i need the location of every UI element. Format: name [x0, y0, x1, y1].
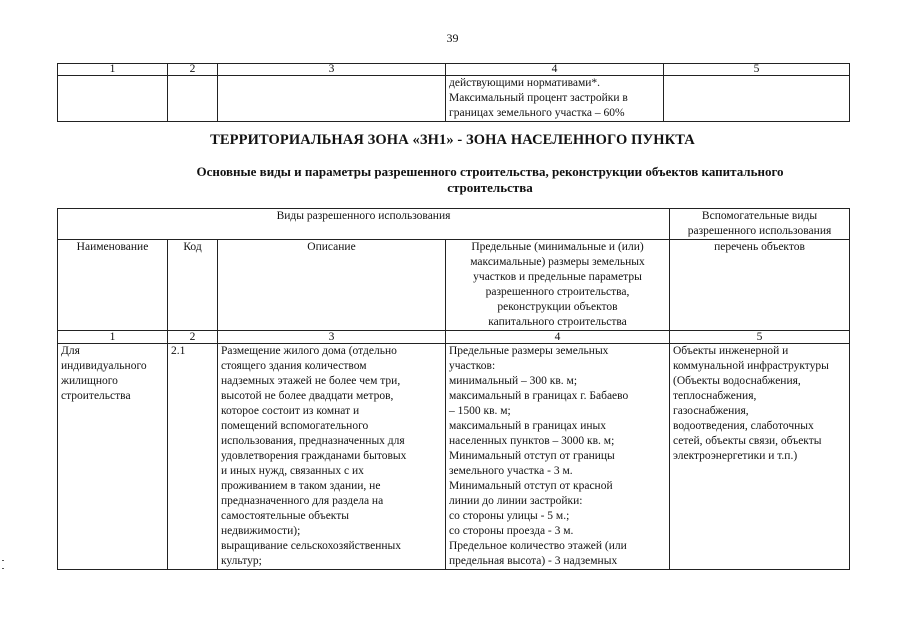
- text-line: жилищного: [61, 375, 118, 387]
- header-objects: перечень объектов: [670, 240, 850, 331]
- text-line: границах земельного участка – 60%: [449, 107, 625, 119]
- cell-code: [168, 76, 218, 122]
- header-line: максимальные) размеры земельных: [470, 256, 645, 268]
- text-line: культур;: [221, 555, 262, 567]
- group-header-permitted-uses: Виды разрешенного использования: [58, 209, 670, 240]
- group-header-row: [58, 209, 850, 240]
- text-line: и иных нужд, связанных с их: [221, 465, 364, 477]
- header-name: Наименование: [58, 240, 168, 331]
- text-line: проживанием в таком здании, не: [221, 480, 381, 492]
- text-line: действующими нормативами*.: [449, 77, 601, 89]
- header-line: разрешенного строительства,: [485, 286, 630, 298]
- page-number: 39: [446, 31, 459, 45]
- zone-parameters-table: [57, 208, 850, 570]
- cell-description: [218, 344, 446, 570]
- header-line: капитального строительства: [488, 316, 627, 328]
- header-line: разрешенного использования: [687, 225, 832, 237]
- col-number: 1: [58, 331, 168, 344]
- col-number: 2: [168, 331, 218, 344]
- text-line: стоящего здания количеством: [221, 360, 367, 372]
- text-line: Минимальный отступ от границы: [449, 450, 615, 462]
- text-line: строительства: [61, 390, 131, 402]
- zone-title: ТЕРРИТОРИАЛЬНАЯ ЗОНА «ЗН1» - ЗОНА НАСЕЛЕННОГО ПУНКТА: [210, 132, 695, 148]
- col-number: 3: [218, 64, 446, 76]
- col-number: 5: [664, 64, 850, 76]
- text-line: электроэнергетики и т.п.): [673, 450, 798, 462]
- text-line: высотой не более двадцати метров,: [221, 390, 394, 402]
- col-number: 4: [446, 331, 670, 344]
- text-line: сетей, объекты связи, объекты: [673, 435, 822, 447]
- header-description: Описание: [218, 240, 446, 331]
- text-line: коммунальной инфраструктуры: [673, 360, 829, 372]
- text-line: участков:: [449, 360, 496, 372]
- cell-use-name: [58, 344, 168, 570]
- text-line: удовлетворения гражданами бытовых: [221, 450, 407, 462]
- col-number: 4: [446, 64, 664, 76]
- text-line: недвижимости);: [221, 525, 301, 537]
- text-line: Предельные размеры земельных: [449, 345, 609, 357]
- text-line: со стороны улицы - 5 м.;: [449, 510, 570, 522]
- header-code: Код: [168, 240, 218, 331]
- col-number: 1: [58, 64, 168, 76]
- text-line: максимальный в границах иных: [449, 420, 607, 432]
- cell-objects: [670, 344, 850, 570]
- subtitle-line: Основные виды и параметры разрешенного строительства, реконструкции объектов капитального: [196, 164, 784, 179]
- subtitle-line: строительства: [447, 180, 533, 195]
- text-line: теплоснабжения,: [673, 390, 757, 402]
- text-line: надземных этажей не более чем три,: [221, 375, 401, 387]
- cell-name: [58, 76, 168, 122]
- cell-code: 2.1: [168, 344, 218, 570]
- cell-params: [446, 76, 664, 122]
- column-header-row: [58, 240, 850, 331]
- text-line: земельного участка - 3 м.: [449, 465, 573, 477]
- header-line: Предельные (минимальные и (или): [471, 241, 644, 253]
- text-line: линии до линии застройки:: [449, 495, 583, 507]
- text-line: газоснабжения,: [673, 405, 749, 417]
- cell-description: [218, 76, 446, 122]
- continuation-table: [57, 63, 850, 122]
- text-line: которое состоит из комнат и: [221, 405, 360, 417]
- text-line: Объекты инженерной и: [673, 345, 789, 357]
- text-line: индивидуального: [61, 360, 147, 372]
- text-line: – 1500 кв. м;: [449, 405, 511, 417]
- text-line: Предельное количество этажей (или: [449, 540, 627, 552]
- scan-mark: [2, 560, 4, 561]
- text-line: (Объекты водоснабжения,: [673, 375, 801, 387]
- cell-params: [446, 344, 670, 570]
- table-row: [58, 344, 850, 570]
- text-line: самостоятельные объекты: [221, 510, 349, 522]
- text-line: использования, предназначенных для: [221, 435, 405, 447]
- text-line: предназначенного для раздела на: [221, 495, 384, 507]
- group-header-auxiliary-uses: [670, 209, 850, 240]
- col-number: 5: [670, 331, 850, 344]
- table-row: [58, 76, 850, 122]
- text-line: максимальный в границах г. Бабаево: [449, 390, 629, 402]
- header-line: Вспомогательные виды: [701, 210, 818, 222]
- column-number-row: [58, 64, 850, 76]
- text-line: помещений вспомогательного: [221, 420, 369, 432]
- text-line: Размещение жилого дома (отдельно: [221, 345, 397, 357]
- header-params: [446, 240, 670, 331]
- col-number: 3: [218, 331, 446, 344]
- scan-mark: [2, 568, 4, 569]
- section-subtitle: [140, 164, 840, 196]
- text-line: Максимальный процент застройки в: [449, 92, 628, 104]
- text-line: Для: [61, 345, 80, 357]
- text-line: минимальный – 300 кв. м;: [449, 375, 578, 387]
- text-line: Минимальный отступ от красной: [449, 480, 613, 492]
- column-number-row: [58, 331, 850, 344]
- text-line: населенных пунктов – 3000 кв. м;: [449, 435, 615, 447]
- text-line: выращивание сельскохозяйственных: [221, 540, 402, 552]
- header-line: реконструкции объектов: [497, 301, 618, 313]
- cell-objects: [664, 76, 850, 122]
- col-number: 2: [168, 64, 218, 76]
- text-line: со стороны проезда - 3 м.: [449, 525, 574, 537]
- header-line: участков и предельные параметры: [473, 271, 642, 283]
- text-line: предельная высота) - 3 надземных: [449, 555, 618, 567]
- text-line: водоотведения, слаботочных: [673, 420, 814, 432]
